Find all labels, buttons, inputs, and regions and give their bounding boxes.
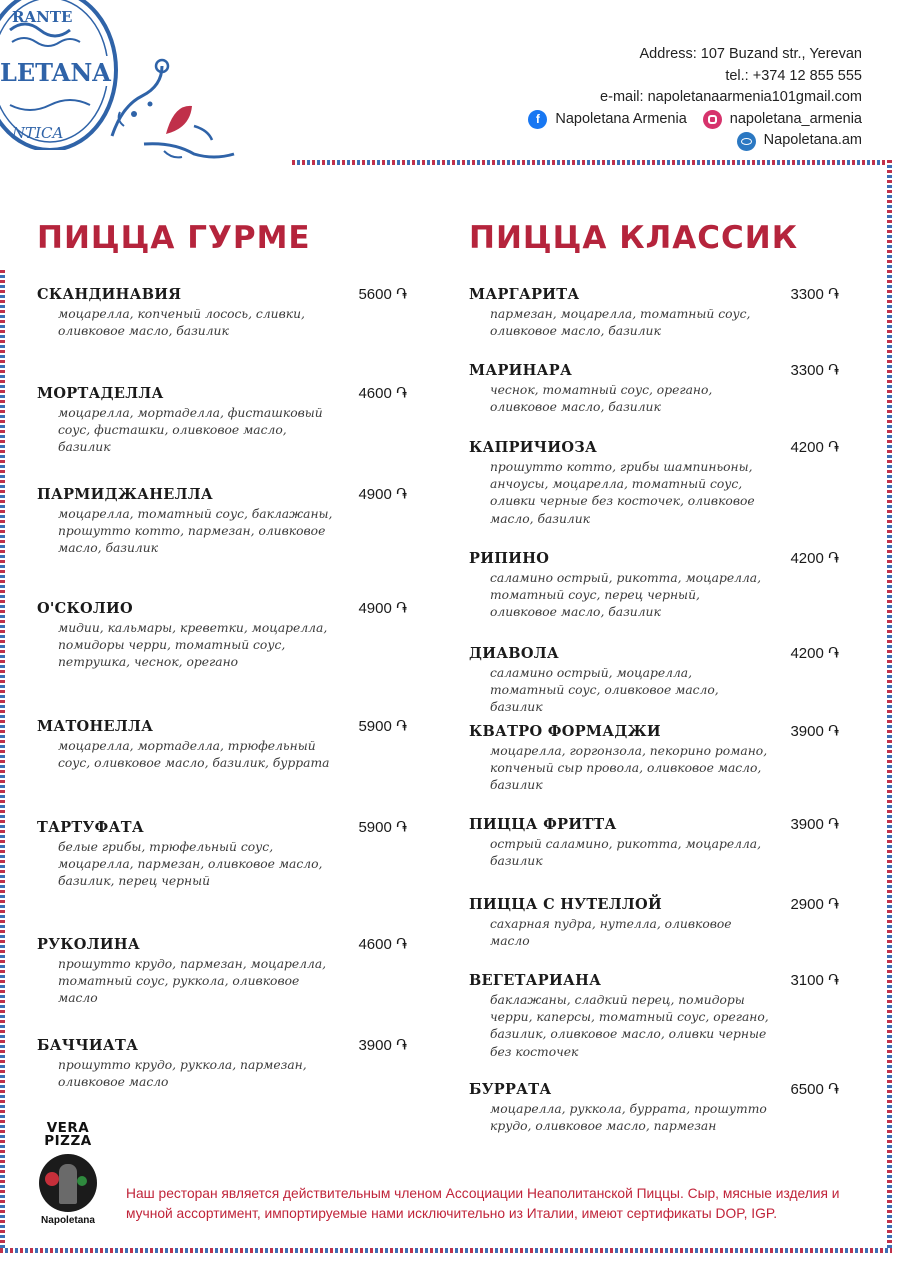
item-name: ВЕГЕТАРИАНА xyxy=(469,972,602,989)
item-name: МАТОНЕЛЛА xyxy=(37,718,154,735)
badge-line-1: VERA xyxy=(46,1120,90,1136)
certification-note: Наш ресторан является действительным членом Ассоциации Неаполитанской Пиццы. Сыр, мясные изделия и мучной ассортимент, импортируемые нами исключительно из Италии, имеют сертификаты DOP, IGP. xyxy=(126,1186,840,1221)
item-description: белые грибы, трюфельный соус, моцарелла, пармезан, оливковое масло, базилик, перец черный xyxy=(58,840,323,889)
item-description: моцарелла, мортаделла, трюфельный соус, оливковое масло, базилик, буррата xyxy=(58,739,330,771)
item-description: прошутто котто, грибы шампиньоны, анчоусы, моцарелла, томатный соус, оливки черные без косточек, оливковое масло, базилик xyxy=(490,460,755,526)
address-text: Address: 107 Buzand str., Yerevan xyxy=(639,46,862,62)
item-name: БАЧЧИАТА xyxy=(37,1037,139,1054)
menu-item xyxy=(37,819,407,891)
menu-item xyxy=(469,816,839,870)
menu-item xyxy=(37,936,407,1008)
instagram-link[interactable]: napoletana_armenia xyxy=(729,110,862,127)
item-price: 4900 ֏ xyxy=(358,600,407,617)
item-description: моцарелла, томатный соус, баклажаны, прошутто котто, пармезан, оливковое масло, базилик xyxy=(58,507,333,556)
menu-item xyxy=(37,286,407,340)
item-price: 5900 ֏ xyxy=(358,819,407,836)
decorative-border-left xyxy=(0,270,5,1253)
section-title-gourmet: ПИЦЦА ГУРМЕ xyxy=(37,220,311,256)
item-name: О'СКОЛИО xyxy=(37,600,133,617)
item-description: моцарелла, руккола, буррата, прошутто крудо, оливковое масло, пармезан xyxy=(490,1102,767,1134)
menu-item xyxy=(37,486,407,558)
item-name: ПИЦЦА С НУТЕЛЛОЙ xyxy=(469,896,662,913)
item-price: 4600 ֏ xyxy=(358,385,407,402)
restaurant-logo xyxy=(0,0,120,150)
item-price: 4200 ֏ xyxy=(790,439,839,456)
facebook-link[interactable]: Napoletana Armenia xyxy=(555,110,687,127)
badge-line-2: PIZZA xyxy=(44,1133,92,1149)
item-name: ДИАВОЛА xyxy=(469,645,560,662)
item-name: МАРИНАРА xyxy=(469,362,573,379)
item-description: моцарелла, копченый лосось, сливки, оливковое масло, базилик xyxy=(58,307,305,339)
item-price: 6500 ֏ xyxy=(790,1081,839,1098)
item-description: чеснок, томатный соус, орегано, оливковое масло, базилик xyxy=(490,383,713,415)
menu-item xyxy=(469,972,839,1061)
item-name: РУКОЛИНА xyxy=(37,936,140,953)
menu-item xyxy=(469,286,839,340)
item-price: 3900 ֏ xyxy=(358,1037,407,1054)
email-text[interactable]: e-mail: napoletanaarmenia101gmail.com xyxy=(600,89,862,106)
item-name: БУРРАТА xyxy=(469,1081,552,1098)
item-price: 2900 ֏ xyxy=(790,896,839,913)
menu-item xyxy=(37,718,407,772)
phone-text[interactable]: tel.: +374 12 855 555 xyxy=(725,67,862,84)
menu-item xyxy=(469,439,839,528)
folk-ornament-icon xyxy=(104,56,244,166)
item-name: ТАРТУФАТА xyxy=(37,819,144,836)
logo-text-bottom: NTICA xyxy=(12,124,64,142)
item-price: 4200 ֏ xyxy=(790,550,839,567)
item-price: 3900 ֏ xyxy=(790,723,839,740)
item-price: 4600 ֏ xyxy=(358,936,407,953)
menu-item xyxy=(37,385,407,457)
item-price: 3100 ֏ xyxy=(790,972,839,989)
item-name: КАПРИЧИОЗА xyxy=(469,439,598,456)
item-price: 4900 ֏ xyxy=(358,486,407,503)
decorative-border-top xyxy=(292,160,892,165)
menu-item xyxy=(37,600,407,672)
logo-text-top: RANTE xyxy=(12,8,73,26)
item-name: ПАРМИДЖАНЕЛЛА xyxy=(37,486,213,503)
badge-caption: Napoletana xyxy=(41,1215,95,1226)
item-name: СКАНДИНАВИЯ xyxy=(37,286,182,303)
item-name: МАРГАРИТА xyxy=(469,286,580,303)
item-description: баклажаны, сладкий перец, помидоры черри, каперсы, томатный соус, орегано, базилик, оливковое масло, оливки черные без косточек xyxy=(490,993,769,1059)
item-description: моцарелла, мортаделла, фисташковый соус, фисташки, оливковое масло, базилик xyxy=(58,406,323,455)
facebook-icon: f xyxy=(528,110,547,129)
decorative-border-bottom xyxy=(0,1248,892,1253)
pizzaiolo-icon xyxy=(39,1154,97,1212)
contact-block xyxy=(528,44,862,152)
item-description: саламино острый, рикотта, моцарелла, томатный соус, перец черный, оливковое масло, базилик xyxy=(490,571,762,620)
item-price: 3900 ֏ xyxy=(790,816,839,833)
item-description: острый саламино, рикотта, моцарелла, базилик xyxy=(490,837,762,869)
item-name: МОРТАДЕЛЛА xyxy=(37,385,164,402)
item-description: мидии, кальмары, креветки, моцарелла, помидоры черри, томатный соус, петрушка, чеснок, орегано xyxy=(58,621,328,670)
item-price: 5600 ֏ xyxy=(358,286,407,303)
item-description: моцарелла, горгонзола, пекорино романо, копченый сыр провола, оливковое масло, базилик xyxy=(490,744,768,793)
item-name: РИПИНО xyxy=(469,550,550,567)
section-title-classic: ПИЦЦА КЛАССИК xyxy=(469,220,799,256)
menu-item xyxy=(469,1081,839,1135)
decorative-border-right xyxy=(887,160,892,1253)
menu-item xyxy=(469,723,839,795)
menu-item xyxy=(37,1037,407,1091)
website-icon xyxy=(737,132,756,151)
item-name: ПИЦЦА ФРИТТА xyxy=(469,816,617,833)
vera-pizza-badge xyxy=(36,1122,100,1226)
menu-item xyxy=(469,645,839,717)
item-price: 3300 ֏ xyxy=(790,362,839,379)
logo-text-main: LETANA xyxy=(0,58,111,87)
item-description: прошутто крудо, руккола, пармезан, оливковое масло xyxy=(58,1058,307,1090)
item-price: 5900 ֏ xyxy=(358,718,407,735)
item-description: прошутто крудо, пармезан, моцарелла, томатный соус, руккола, оливковое масло xyxy=(58,957,327,1006)
item-name: КВАТРО ФОРМАДЖИ xyxy=(469,723,661,740)
website-link[interactable]: Napoletana.am xyxy=(763,132,862,149)
menu-item xyxy=(469,550,839,622)
menu-item xyxy=(469,896,839,950)
item-price: 4200 ֏ xyxy=(790,645,839,662)
item-price: 3300 ֏ xyxy=(790,286,839,303)
item-description: пармезан, моцарелла, томатный соус, оливковое масло, базилик xyxy=(490,307,751,339)
instagram-icon xyxy=(703,110,722,129)
menu-item xyxy=(469,362,839,416)
item-description: саламино острый, моцарелла, томатный соус, оливковое масло, базилик xyxy=(490,666,719,715)
item-description: сахарная пудра, нутелла, оливковое масло xyxy=(490,917,732,949)
